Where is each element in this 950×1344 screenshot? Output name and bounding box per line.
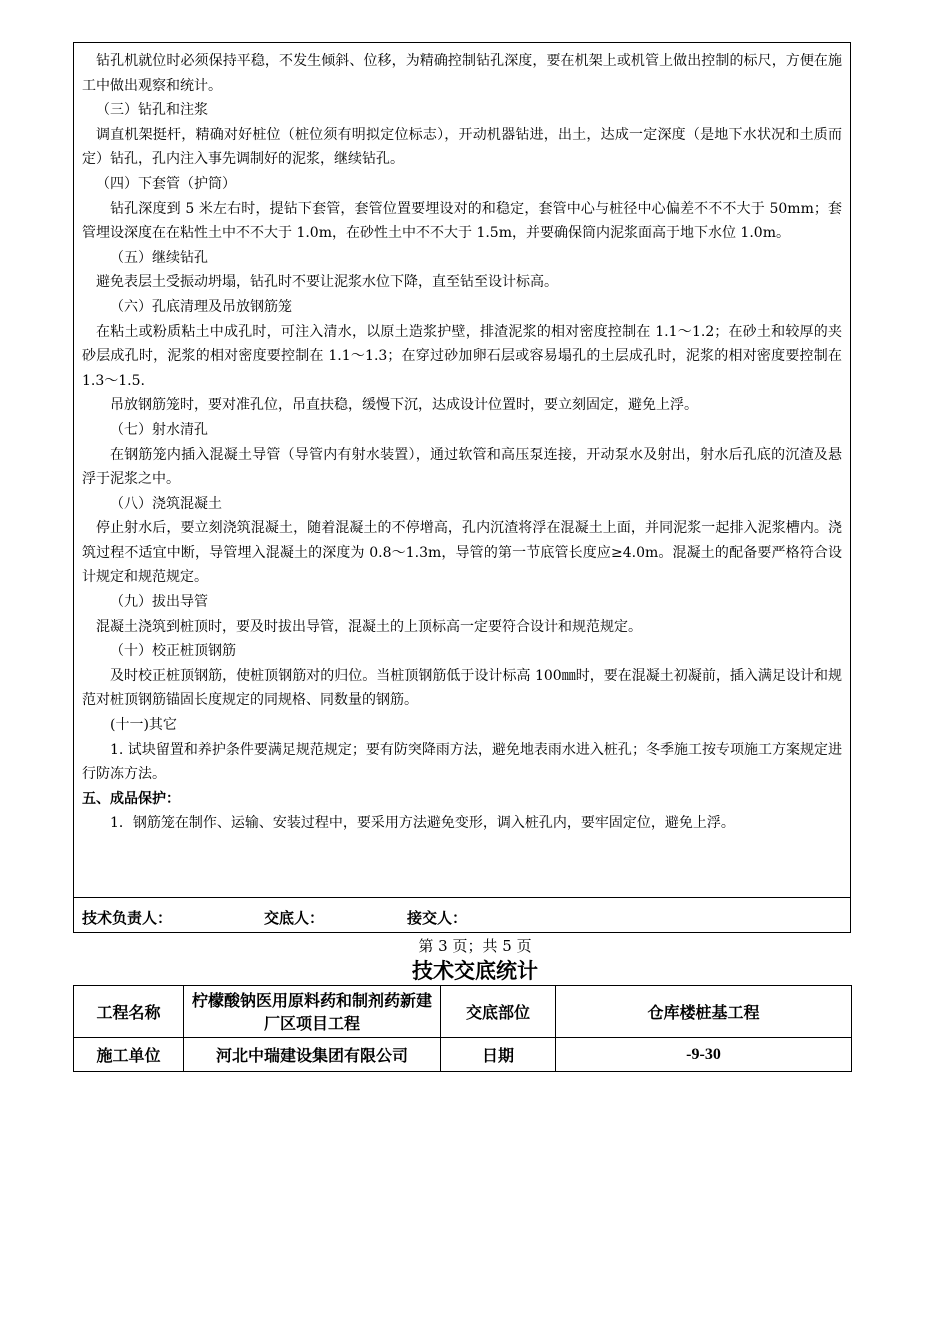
paragraph: 1. 试块留置和养护条件要满足规范规定；要有防突降雨方法，避免地表雨水进入桩孔；冬季施工按专项施工方案规定进行防冻方法。 bbox=[82, 741, 842, 783]
section-heading: （八）浇筑混凝土 bbox=[110, 495, 222, 512]
paragraph: 混凝土浇筑到桩顶时，要及时拔出导管，混凝土的上顶标高一定要符合设计和规范规定。 bbox=[96, 618, 642, 635]
builder-value: 河北中瑞建设集团有限公司 bbox=[184, 1038, 441, 1072]
section-heading: （十）校正桩顶钢筋 bbox=[110, 643, 236, 660]
part-label: 交底部位 bbox=[441, 986, 556, 1038]
project-name-label: 工程名称 bbox=[74, 986, 184, 1038]
date-value: -9-30 bbox=[556, 1038, 852, 1072]
tech-lead-label: 技术负责人： bbox=[82, 909, 173, 927]
table-row bbox=[74, 986, 852, 1038]
section-heading: (十一)其它 bbox=[110, 717, 177, 734]
paragraph: 及时校正桩顶钢筋，使桩顶钢筋对的归位。当桩顶钢筋低于设计标高 100㎜时，要在混凝土初凝前，插入满足设计和规范对桩顶钢筋锚固长度规定的同规格、同数量的钢筋。 bbox=[82, 667, 842, 709]
paragraph: 调直机架挺杆，精确对好桩位（桩位须有明拟定位标志），开动机器钻进，出土，达成一定深度（是地下水状况和土质而定）钻孔，孔内注入事先调制好的泥浆，继续钻孔。 bbox=[82, 126, 842, 168]
paragraph: 钻孔机就位时必须保持平稳，不发生倾斜、位移，为精确控制钻孔深度，要在机架上或机管上做出控制的标尺，方便在施工中做出观察和统计。 bbox=[82, 53, 842, 94]
receiver-label: 接交人： bbox=[407, 909, 468, 927]
section-heading: （三）钻孔和注浆 bbox=[96, 102, 208, 119]
paragraph: 在粘土或粉质粘土中成孔时，可注入清水，以原土造浆护壁，排渣泥浆的相对密度控制在 1.1～1.2；在砂土和较厚的夹砂层成孔时，泥浆的相对密度要控制在 1.1～1.3；在穿过砂加卵石层或容易塌孔的土层成孔时，泥浆的相对密度要控制在 1.3～1.5. bbox=[82, 323, 842, 389]
paragraph: 钻孔深度到 5 米左右时，提钻下套管，套管位置要埋设对的和稳定，套管中心与桩径中心偏差不不不大于 50mm；套管埋设深度在在粘性土中不不大于 1.0m，在砂性土中不不大于 1.5m，并要确保筒内泥浆面高于地下水位 1.0m。 bbox=[82, 200, 842, 242]
section-heading: （五）继续钻孔 bbox=[110, 249, 208, 266]
paragraph: 停止射水后，要立刻浇筑混凝土，随着混凝土的不停增高，孔内沉渣将浮在混凝土上面，并同泥浆一起排入泥浆槽内。浇筑过程不适宜中断，导管埋入混凝土的深度为 0.8～1.3m，导管的第一节底管长度应≥4.0m。混凝土的配备要严格符合设计规定和规范规定。 bbox=[82, 520, 842, 586]
section-heading: （七）射水清孔 bbox=[110, 421, 208, 438]
signature-row bbox=[74, 897, 850, 933]
disclosure-content-frame bbox=[73, 42, 851, 933]
section-five-title: 五、成品保护： bbox=[82, 790, 180, 807]
date-label: 日期 bbox=[441, 1038, 556, 1072]
paragraph: 在钢筋笼内插入混凝土导管（导管内有射水装置），通过软管和高压泵连接，开动泵水及射出，射水后孔底的沉渣及悬浮于泥浆之中。 bbox=[82, 446, 842, 488]
paragraph: 1．钢筋笼在制作、运输、安装过程中，要采用方法避免变形，调入桩孔内，要牢固定位，避免上浮。 bbox=[110, 815, 735, 832]
stats-title: 技术交底统计 bbox=[412, 959, 538, 983]
discloser-label: 交底人： bbox=[264, 909, 325, 927]
paragraph: 吊放钢筋笼时，要对准孔位，吊直扶稳，缓慢下沉，达成设计位置时，要立刻固定，避免上浮。 bbox=[110, 397, 698, 414]
section-heading: （四）下套管（护筒） bbox=[96, 175, 236, 192]
page-number: 第 3 页；共 5 页 bbox=[418, 937, 532, 955]
part-value: 仓库楼桩基工程 bbox=[556, 986, 852, 1038]
stats-table bbox=[73, 985, 852, 1072]
builder-label: 施工单位 bbox=[74, 1038, 184, 1072]
project-name-value: 柠檬酸钠医用原料药和制剂药新建厂区项目工程 bbox=[184, 986, 441, 1038]
section-heading: （六）孔底清理及吊放钢筋笼 bbox=[110, 298, 292, 315]
table-row bbox=[74, 1038, 852, 1072]
disclosure-body bbox=[82, 49, 842, 836]
paragraph: 避免表层土受振动坍塌，钻孔时不要让泥浆水位下降，直至钻至设计标高。 bbox=[96, 274, 558, 291]
section-heading: （九）拔出导管 bbox=[110, 594, 208, 611]
